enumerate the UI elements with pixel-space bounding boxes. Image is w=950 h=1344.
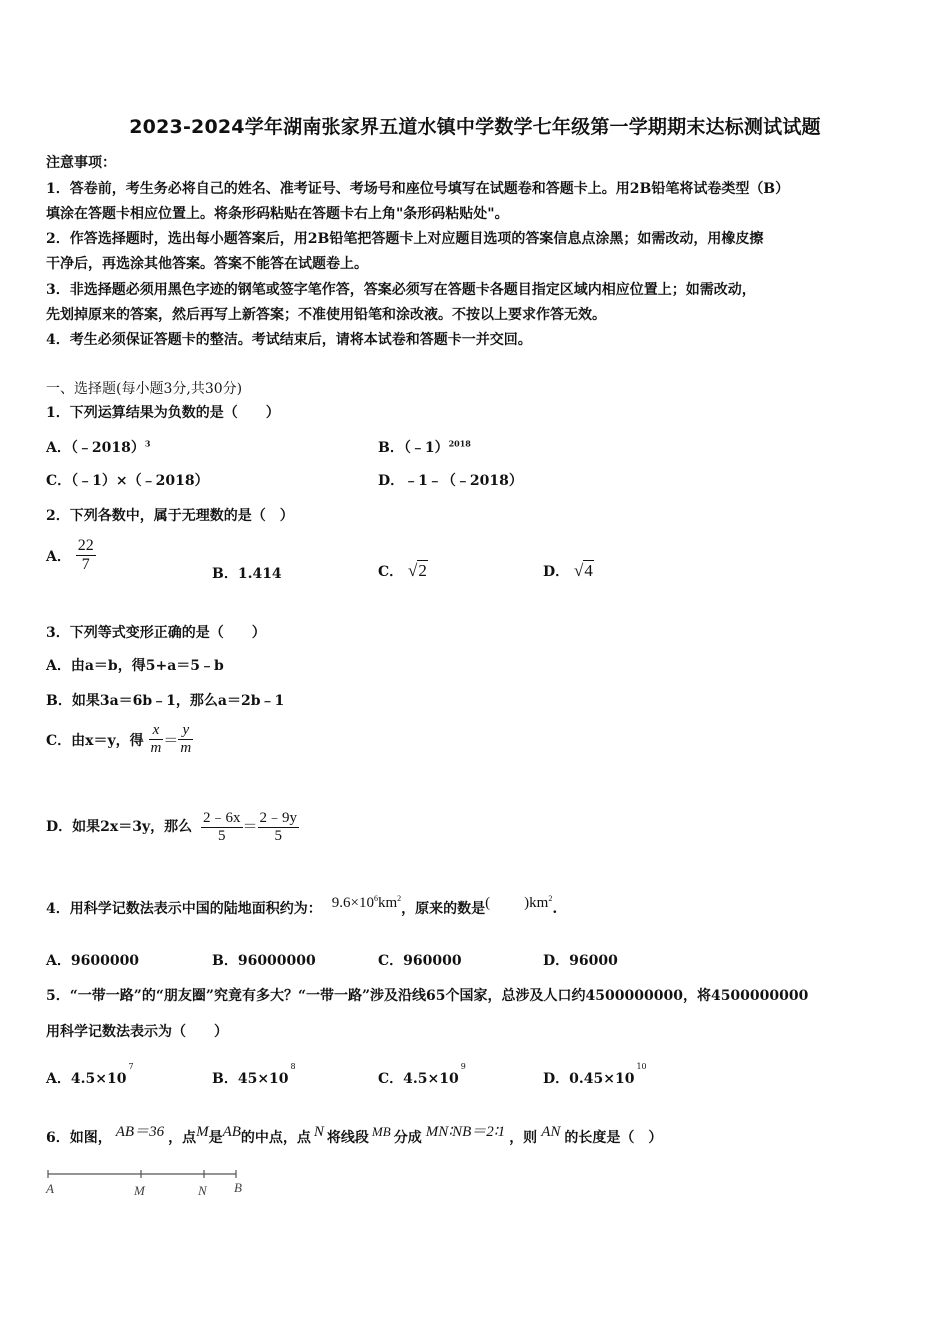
q4-blank: ( )$km^2$ <box>485 894 553 911</box>
q6-segment-ab: AB <box>222 1124 241 1140</box>
q3-d-fraction-right-den: 5 <box>274 828 283 844</box>
q5-option-a-text: A．4.5×10 <box>46 1071 127 1087</box>
question-5-stem-line1: 5．“一带一路”的“朋友圈”究竟有多大？“一带一路”涉及沿线65个国家，总涉及人口约4500000000，将4500000000 <box>46 988 809 1004</box>
q5-option-d-text: D．0.45×10 <box>543 1071 635 1087</box>
q3-d-fraction-left-den: 5 <box>217 828 226 844</box>
label-n: N <box>198 1183 207 1198</box>
q5-option-d-exp: 10 <box>636 1062 647 1072</box>
q3-fraction-left <box>149 722 164 757</box>
q3-fraction-right-den: m <box>180 740 192 756</box>
q2-option-d-label: D． <box>543 564 570 580</box>
q1-option-b-text: B．（﹣1） <box>378 440 449 456</box>
q4-mid-text: ，原来的数是 <box>401 901 486 917</box>
notice-line: 2．作答选择题时，选出每小题答案后，用2B铅笔把答题卡上对应题目选项的答案信息点涂黑；如需改动，用橡皮擦 <box>46 231 764 247</box>
q3-option-d-label: D．如果2x＝3y，那么 <box>46 818 193 835</box>
notice-line: 4．考生必须保证答题卡的整洁。考试结束后，请将本试卷和答题卡一并交回。 <box>46 332 532 348</box>
q6-ab-equation: AB＝36 <box>115 1124 165 1140</box>
q6-text-1: ，点 <box>168 1130 197 1146</box>
q3-fraction-left-num: x <box>149 722 164 740</box>
q2-fraction-den: 7 <box>81 556 90 573</box>
q6-point-m: M <box>196 1124 209 1140</box>
label-m: M <box>134 1183 145 1198</box>
q1-option-a-text: A．（﹣2018） <box>46 440 145 456</box>
q4-value-base: 9.6×10 <box>331 895 374 911</box>
notice-line: 干净后，再选涂其他答案。答案不能答在试题卷上。 <box>46 256 368 272</box>
q6-text-2: 是 <box>208 1130 223 1146</box>
question-4-stem: 4．用科学记数法表示中国的陆地面积约为： $9.6\times 10^6km^2$，原来的数是( )$km^2$. <box>46 894 558 917</box>
q2-option-d-radicand: 4 <box>584 561 593 580</box>
equals-sign: ＝ <box>163 733 179 749</box>
q3-option-b: B．如果3a＝6b﹣1，那么a＝2b﹣1 <box>46 693 285 709</box>
q3-d-fraction-left-num: 2﹣6x <box>201 806 243 828</box>
q1-option-b <box>378 437 471 457</box>
q6-ratio: MN∶NB＝2∶1 <box>425 1124 506 1140</box>
equals-sign: ＝ <box>242 819 258 835</box>
q4-blank-unit: km <box>529 895 549 911</box>
question-5-stem-line2: 用科学记数法表示为（ ） <box>46 1024 228 1040</box>
q2-option-d <box>543 561 594 581</box>
q6-text-3: 的中点，点 <box>240 1130 311 1146</box>
q3-option-a: A．由a＝b，得5+a＝5﹣b <box>46 658 224 674</box>
q5-option-b <box>212 1062 296 1088</box>
label-a: A <box>46 1181 54 1196</box>
q4-value <box>332 895 401 911</box>
segment-figure <box>40 1162 250 1202</box>
sqrt-icon: √4 <box>574 561 593 580</box>
question-3-stem: 3．下列等式变形正确的是（ ） <box>46 625 266 641</box>
q5-option-b-text: B．45×10 <box>212 1071 289 1087</box>
question-2-stem: 2．下列各数中，属于无理数的是（ ） <box>46 508 294 524</box>
q2-fraction-num: 22 <box>77 537 94 554</box>
q3-d-fraction-right <box>258 806 300 845</box>
q2-option-c-radicand: 2 <box>418 561 427 580</box>
q3-d-fraction-left <box>201 806 243 845</box>
q2-option-b: B．1.414 <box>212 566 282 582</box>
q6-segment-mb: MB <box>371 1124 391 1139</box>
q4-value-exp: 6 <box>373 894 378 903</box>
page-title: 2023-2024学年湖南张家界五道水镇中学数学七年级第一学期期末达标测试试题 <box>129 116 821 138</box>
q5-option-d <box>543 1062 647 1088</box>
q3-fraction-right <box>178 722 193 757</box>
q4-option-c: C．960000 <box>378 953 462 969</box>
q4-option-d: D．96000 <box>543 953 618 969</box>
sqrt-icon: √2 <box>408 561 427 580</box>
q4-option-a: A．9600000 <box>46 953 140 969</box>
q2-option-c-label: C． <box>378 564 404 580</box>
notice-line: 先划掉原来的答案，然后再写上新答案；不准使用铅笔和涂改液。不按以上要求作答无效。 <box>46 307 606 323</box>
notice-heading: 注意事项： <box>46 155 116 171</box>
q6-segment-an: AN <box>541 1124 561 1140</box>
q2-option-a <box>46 537 96 574</box>
q5-option-a-exp: 7 <box>128 1062 134 1072</box>
question-1-stem: 1．下列运算结果为负数的是（ ） <box>46 405 280 421</box>
q5-option-c-text: C．4.5×10 <box>378 1071 459 1087</box>
q5-option-a <box>46 1062 134 1088</box>
q6-point-n: N <box>313 1124 324 1140</box>
q2-option-c <box>378 561 428 581</box>
q6-text-7: 的长度是（ ） <box>564 1130 663 1146</box>
q5-option-c-exp: 9 <box>460 1062 466 1072</box>
q1-option-d: D．﹣1﹣（﹣2018） <box>378 473 523 489</box>
q4-stem-text: 4．用科学记数法表示中国的陆地面积约为： <box>46 901 322 917</box>
q4-option-b: B．96000000 <box>212 953 316 969</box>
q1-option-c: C．（﹣1）×（﹣2018） <box>46 473 209 489</box>
q5-option-b-exp: 8 <box>290 1062 296 1072</box>
q4-blank-exp: 2 <box>548 894 553 903</box>
q1-option-a <box>46 437 150 457</box>
q4-unit-exp: 2 <box>397 894 402 903</box>
q6-text-5: 分成 <box>393 1130 422 1146</box>
q6-text-4: 将线段 <box>326 1130 369 1146</box>
q2-fraction <box>76 537 96 574</box>
question-6-stem <box>46 1126 662 1147</box>
label-b: B <box>234 1180 242 1195</box>
q3-option-c <box>46 722 193 757</box>
q5-option-c <box>378 1062 466 1088</box>
q1-option-b-exp: 2018 <box>448 438 471 449</box>
notice-line: 3．非选择题必须用黑色字迹的钢笔或签字笔作答，答案必须写在答题卡各题目指定区域内相应位置上；如需改动， <box>46 282 756 298</box>
notice-line: 填涂在答题卡相应位置上。将条形码粘贴在答题卡右上角"条形码粘贴处"。 <box>46 206 509 222</box>
q6-prefix: 6．如图， <box>46 1130 112 1146</box>
q3-option-c-label: C．由x＝y，得 <box>46 732 144 749</box>
q3-d-fraction-right-num: 2﹣9y <box>258 806 300 828</box>
section-heading: 一、选择题(每小题3分,共30分) <box>46 381 243 397</box>
q3-fraction-right-num: y <box>178 722 193 740</box>
q1-option-a-exp: 3 <box>144 438 151 449</box>
q3-fraction-left-den: m <box>150 740 162 756</box>
q3-option-d <box>46 806 299 845</box>
q4-unit: km <box>377 895 398 911</box>
notice-line: 1．答卷前，考生务必将自己的姓名、准考证号、考场号和座位号填写在试题卷和答题卡上。用2B铅笔将试卷类型（B） <box>46 181 790 197</box>
q6-text-6: ，则 <box>509 1130 538 1146</box>
q2-option-a-label: A． <box>46 548 71 565</box>
